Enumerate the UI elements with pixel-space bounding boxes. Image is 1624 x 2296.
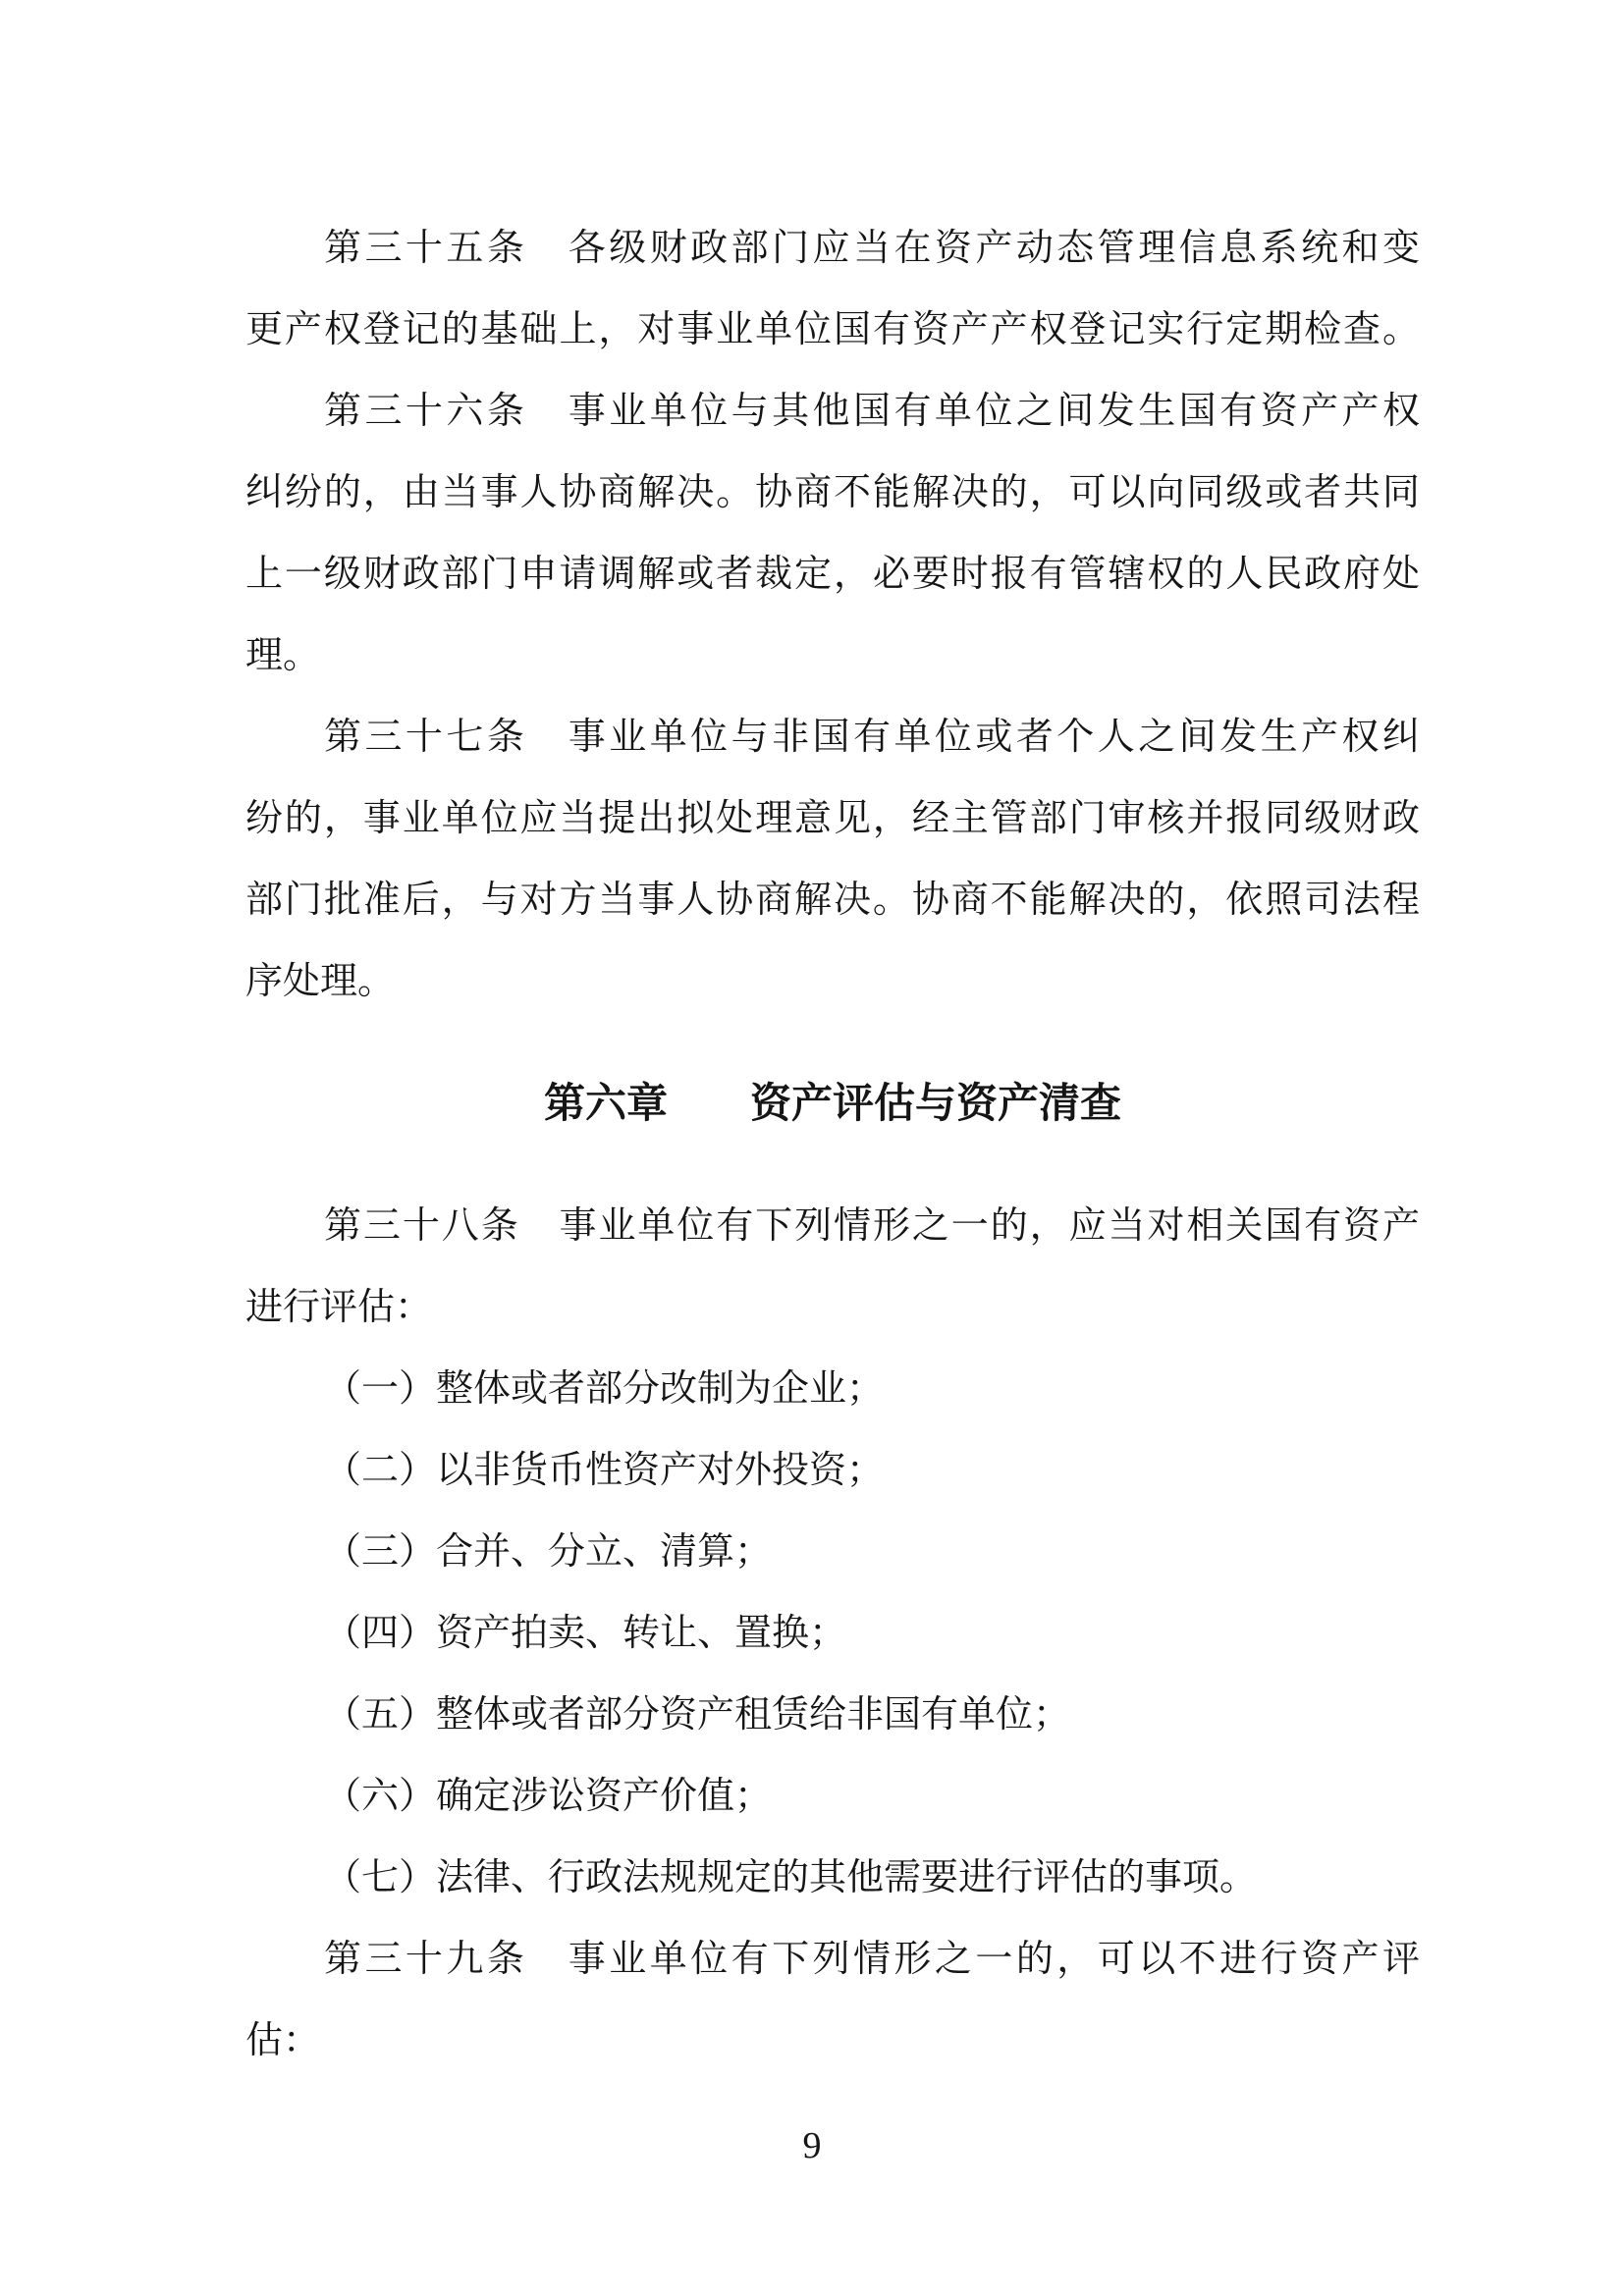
article-39-line-2: 估：	[245, 2020, 321, 2061]
article-38-item-5: （五）整体或者部分资产租赁给非国有单位；	[324, 1694, 1071, 1735]
article-38-item-6: （六）确定涉讼资产价值；	[324, 1776, 773, 1817]
article-36-line-2: 纠纷的，由当事人协商解决。协商不能解决的，可以向同级或者共同	[245, 472, 1420, 513]
chapter-6-heading: 第六章 资产评估与资产清查	[543, 1082, 1121, 1127]
article-38-item-4: （四）资产拍卖、转让、置换；	[324, 1613, 847, 1654]
article-37-line-2: 纷的，事业单位应当提出拟处理意见，经主管部门审核并报同级财政	[245, 798, 1420, 839]
article-36-line-1: 第三十六条 事业单位与其他国有单位之间发生国有资产产权	[324, 391, 1420, 432]
article-38-item-1: （一）整体或者部分改制为企业；	[324, 1368, 885, 1410]
article-38-item-3: （三）合并、分立、清算；	[324, 1531, 773, 1573]
page-number: 9	[802, 2125, 822, 2166]
document-body	[245, 208, 1420, 2082]
article-38-line-2: 进行评估：	[245, 1287, 433, 1328]
article-35-line-1: 第三十五条 各级财政部门应当在资产动态管理信息系统和变	[324, 228, 1420, 269]
article-36-line-3: 上一级财政部门申请调解或者裁定，必要时报有管辖权的人民政府处	[245, 554, 1420, 595]
article-37-line-4: 序处理。	[245, 961, 396, 1002]
article-38-line-1: 第三十八条 事业单位有下列情形之一的，应当对相关国有资产	[324, 1205, 1420, 1247]
article-35-line-2: 更产权登记的基础上，对事业单位国有资产产权登记实行定期检查。	[245, 309, 1420, 350]
article-37-line-1: 第三十七条 事业单位与非国有单位或者个人之间发生产权纠	[324, 717, 1420, 758]
article-38-item-7: （七）法律、行政法规规定的其他需要进行评估的事项。	[324, 1857, 1258, 1898]
article-37-line-3: 部门批准后，与对方当事人协商解决。协商不能解决的，依照司法程	[245, 880, 1420, 921]
article-38-item-2: （二）以非货币性资产对外投资；	[324, 1450, 885, 1491]
article-36-line-4: 理。	[245, 635, 321, 676]
article-39-line-1: 第三十九条 事业单位有下列情形之一的，可以不进行资产评	[324, 1939, 1420, 1980]
